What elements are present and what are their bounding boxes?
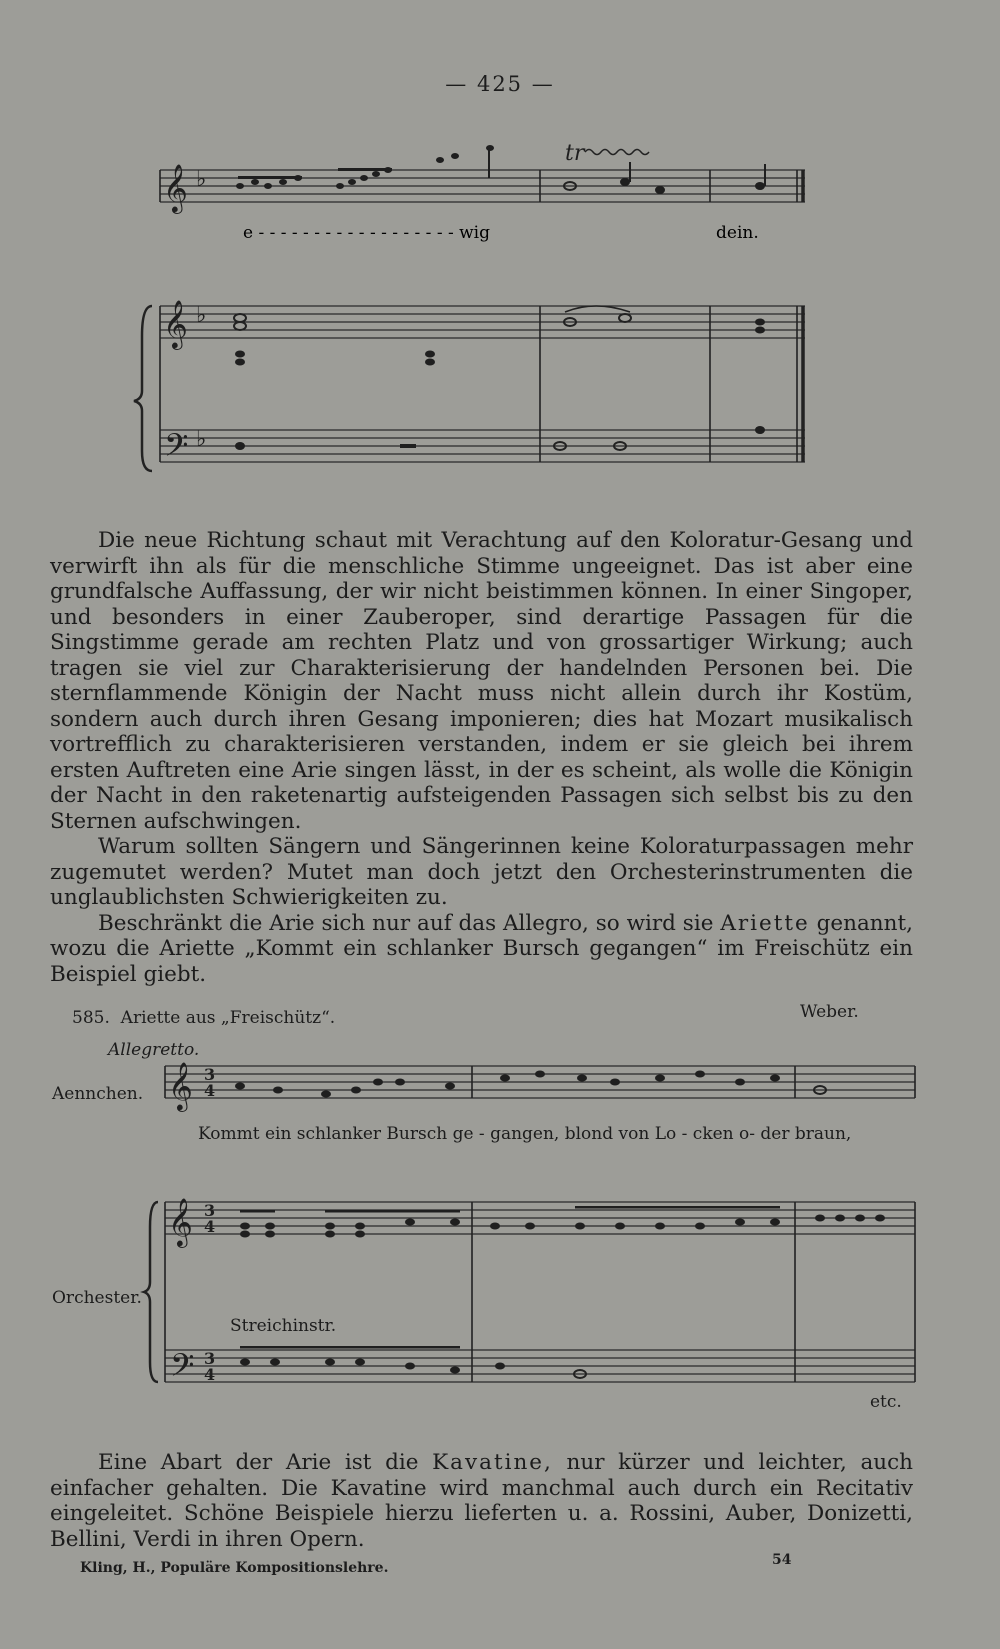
svg-text:𝄞: 𝄞 <box>168 1197 193 1246</box>
body-text <box>50 528 913 987</box>
piano-treble-staff <box>160 306 805 338</box>
paragraph-kavatine: Eine Abart der Arie ist die Kavatine, nur kürzer und leichter, auch einfacher gehalten. Die Kavatine wird manchmal auch durch ein Recitativ eingeleitet. Schöne Beispiele hierzu lieferten u. a. Rossini, Auber, Donizetti, Bellini, Verdi in ihren Opern. <box>50 1450 913 1552</box>
term-kavatine: Kavatine, <box>432 1450 553 1475</box>
lyric-top-2: dein. <box>716 223 759 243</box>
svg-text:3: 3 <box>204 1201 216 1220</box>
example-heading <box>72 1008 335 1028</box>
orchestra-chords <box>240 1206 885 1378</box>
piano-bass-staff <box>160 430 805 462</box>
svg-text:4: 4 <box>204 1365 216 1384</box>
aennchen-staff <box>165 1066 915 1098</box>
svg-text:4: 4 <box>204 1217 216 1236</box>
term-ariette: Ariette <box>720 910 810 936</box>
strings-label: Streichinstr. <box>230 1316 337 1336</box>
trill-mark: tr <box>565 141 585 166</box>
page-number: — 425 — <box>445 72 555 96</box>
bass-clef-icon: 𝄢 <box>164 427 189 471</box>
flat-icon: ♭ <box>196 167 207 192</box>
lyric-top-1: e - - - - - - - - - - - - - - - - - - wig <box>243 223 490 243</box>
tempo-marking: Allegretto. <box>108 1040 200 1060</box>
music-example-top <box>0 0 1000 500</box>
orchestra-label: Orchester. <box>52 1288 142 1308</box>
kavatine-text <box>50 1450 913 1552</box>
treble-clef-icon: 𝄞 <box>163 163 188 212</box>
svg-text:♭: ♭ <box>196 427 207 452</box>
brace-icon <box>134 306 152 471</box>
svg-text:𝄞: 𝄞 <box>163 299 188 348</box>
orchestra-treble-staff <box>165 1202 915 1234</box>
paragraph-koloratur: Die neue Richtung schaut mit Verachtung auf den Koloratur-Gesang und verwirft ihn als für die menschliche Stimme ungeeignet. Das ist aber eine grundfalsche Auffassung, der wir nicht beistimmen können. In einer Singoper, und besonders in einer Zauberoper, sind derartige Passagen für die Singstimme gerade am rechten Platz und von grossartiger Wirkung; auch tragen sie viel zur Charakterisierung der handelnden Personen bei. Die sternflammende Königin der Nacht muss nicht allein durch ihr Kostüm, sondern auch durch ihren Gesang imponieren; dies hat Mozart musikalisch vortrefflich zu charakterisieren verstanden, indem er sie gleich bei ihrem ersten Auftreten eine Arie singen lässt, in der es scheint, als wolle die Königin der Nacht in den raketenartig aufsteigenden Passagen sich selbst bis zu den Sternen aufschwingen. <box>50 528 913 834</box>
svg-text:♭: ♭ <box>196 303 207 328</box>
svg-text:3: 3 <box>204 1065 216 1084</box>
melody-notes <box>235 1071 826 1098</box>
svg-text:𝄞: 𝄞 <box>168 1061 193 1110</box>
voice-staff-top <box>160 170 805 202</box>
svg-text:4: 4 <box>204 1081 216 1100</box>
coloratura-notes <box>236 145 494 189</box>
lyrics-585: Kommt ein schlanker Bursch ge - gangen, blond von Lo - cken o- der braun, <box>198 1124 852 1144</box>
voice-label: Aennchen. <box>52 1084 144 1104</box>
paragraph-koloraturpassagen: Warum sollten Sängern und Sängerinnen keine Koloraturpassagen mehr zugemutet werden? Mutet man doch jetzt den Orchesterinstrumenten die unglaublichsten Schwierigkeiten zu. <box>50 834 913 910</box>
example-number: 585. <box>72 1008 110 1028</box>
example-title: Ariette aus „Freischütz“. <box>120 1008 336 1028</box>
signature-mark: 54 <box>772 1552 792 1568</box>
etc-label: etc. <box>870 1392 902 1412</box>
svg-text:𝄢: 𝄢 <box>170 1347 195 1391</box>
footer-source: Kling, H., Populäre Kompositionslehre. <box>80 1560 389 1576</box>
composer: Weber. <box>800 1002 859 1022</box>
orchestra-bass-staff <box>165 1350 915 1382</box>
paragraph-ariette: Beschränkt die Arie sich nur auf das Allegro, so wird sie Ariette genannt, wozu die Ariette „Kommt ein schlanker Bursch gegangen“ im Freischütz ein Beispiel giebt. <box>50 910 913 987</box>
svg-text:3: 3 <box>204 1349 216 1368</box>
